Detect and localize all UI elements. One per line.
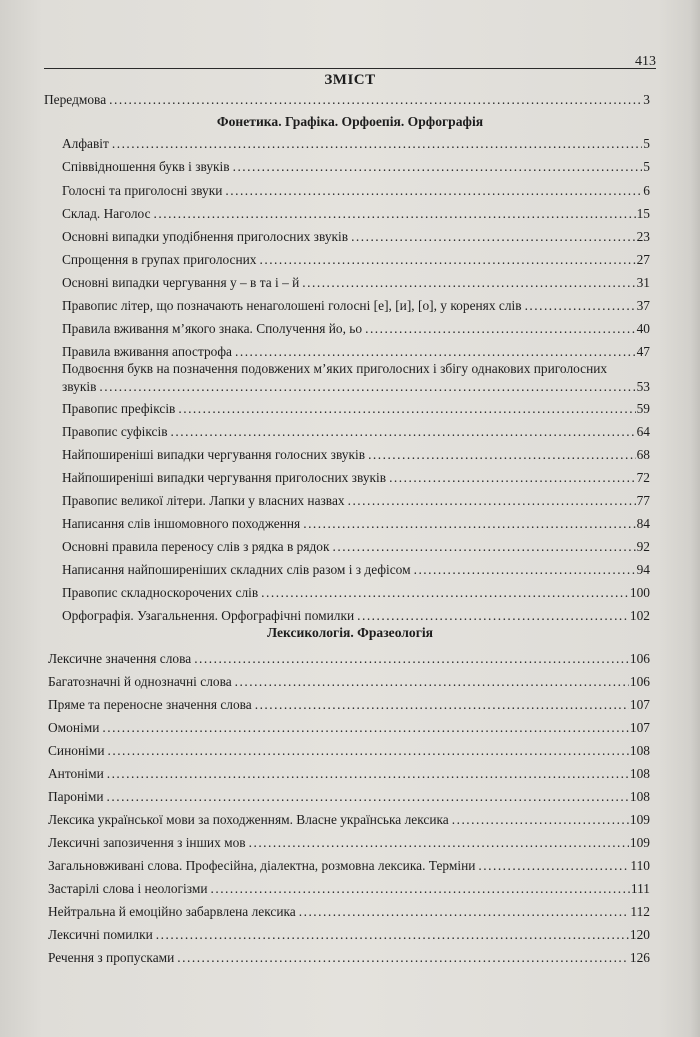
toc-entry-label: Правила вживання м’якого знака. Сполучення йо, ьо [62,321,363,336]
toc-entry-page: 37 [636,298,650,313]
leader-dots [525,298,636,314]
toc-entry-label: Лексика української мови за походженням. Власне українська лексика [48,812,449,827]
leader-dots [154,206,636,222]
toc-entry [48,789,650,805]
toc-entry [62,379,650,395]
toc-entry-label: Правопис префіксів [62,401,176,416]
toc-entry [48,927,650,943]
toc-entry-page: 27 [636,252,650,267]
page-title: ЗМІСТ [324,72,376,88]
toc-entry [62,424,650,440]
leader-dots [112,136,642,152]
toc-entry-label: Пароніми [48,789,104,804]
toc-entry-page: 77 [636,493,650,508]
toc-entry [48,950,650,966]
toc-entry-label: Лексичні запозичення з інших мов [48,835,246,850]
toc-entry-page: 120 [629,927,650,942]
toc-entry-label: Правопис великої літери. Лапки у власних назвах [62,493,345,508]
section-heading-lexicology: Лексикологія. Фразеологія [266,625,434,640]
toc-entry [62,562,650,578]
leader-dots [235,344,636,360]
toc-entry [62,321,650,337]
toc-entry [48,720,650,736]
toc-entry-page: 108 [629,743,650,758]
toc-entry [62,539,650,555]
page-edge-shadow [690,0,700,1037]
leader-dots [235,674,629,690]
toc-entry-label: Склад. Наголос [62,206,151,221]
leader-dots [178,401,635,417]
toc-entry-page: 107 [629,697,650,712]
toc-entry [62,470,650,486]
toc-entry [48,697,650,713]
leader-dots [303,516,635,532]
toc-entry-page: 47 [636,344,650,359]
leader-dots [108,743,629,759]
leader-dots [452,812,629,828]
toc-entry-label: Речення з пропусками [48,950,175,965]
leader-dots [225,183,642,199]
toc-entry-page: 100 [629,585,650,600]
toc-entry-label: Омоніми [48,720,100,735]
toc-entry [62,206,650,222]
toc-entry-preface [44,92,650,108]
toc-entry-label: Основні випадки уподібнення приголосних звуків [62,229,349,244]
toc-entry-label: Правопис літер, що позначають ненаголошені голосні [е], [и], [о], у коренях слів [62,298,522,313]
toc-entry [48,743,650,759]
toc-entry-label: Нейтральна й емоційно забарвлена лексика [48,904,296,919]
toc-entry-label: Співвідношення букв і звуків [62,159,230,174]
toc-entry [48,904,650,920]
toc-entry [62,275,650,291]
toc-entry-label: Синоніми [48,743,105,758]
toc-entry [48,858,650,874]
toc-entry-label: Лексичне значення слова [48,651,192,666]
leader-dots [414,562,636,578]
leader-dots [109,92,642,108]
toc-entry-label: звуків [62,379,97,394]
toc-entry [48,835,650,851]
toc-entry [48,674,650,690]
leader-dots [99,379,635,395]
leader-dots [302,275,635,291]
toc-entry-page: 108 [629,789,650,804]
toc-entry-page: 109 [629,835,650,850]
leader-dots [233,159,643,175]
toc-entry-label: Написання найпоширеніших складних слів разом і з дефісом [62,562,411,577]
leader-dots [357,608,629,624]
toc-entry-label: Правила вживання апострофа [62,344,232,359]
toc-entry-page: 92 [636,539,650,554]
toc-entry-page: 40 [636,321,650,336]
toc-entry-page: 6 [643,183,650,198]
leader-dots [194,651,629,667]
leader-dots [299,904,630,920]
toc-entry-label: Найпоширеніші випадки чергування приголосних звуків [62,470,387,485]
toc-entry-page: 109 [629,812,650,827]
toc-entry [62,344,650,360]
leader-dots [107,789,629,805]
toc-entry [62,447,650,463]
toc-entry-label: Антоніми [48,766,104,781]
leader-dots [348,493,636,509]
toc-entry-label: Основні випадки чергування у – в та і – й [62,275,300,290]
toc-entry [62,183,650,199]
toc-entry [62,401,650,417]
toc-entry-label: Лексичні помилки [48,927,153,942]
leader-dots [365,321,636,337]
leader-dots [249,835,629,851]
toc-entry-page: 84 [636,516,650,531]
toc-entry-label: Голосні та приголосні звуки [62,183,223,198]
leader-dots [211,881,630,897]
toc-entry [62,252,650,268]
toc-entry-page: 15 [636,206,650,221]
toc-entry-label: Застарілі слова і неологізми [48,881,208,896]
leader-dots [177,950,629,966]
toc-entry-page: 106 [629,674,650,689]
toc-entry-page: 31 [636,275,650,290]
leader-dots [260,252,636,268]
toc-entry-label: Найпоширеніші випадки чергування голосних звуків [62,447,366,462]
toc-entry [48,766,650,782]
toc-entry-page: 102 [629,608,650,623]
toc-entry-label: Загальновживані слова. Професійна, діалектна, розмовна лексика. Терміни [48,858,476,873]
toc-entry-label: Орфографія. Узагальнення. Орфографічні помилки [62,608,355,623]
section-heading-phonetics: Фонетика. Графіка. Орфоепія. Орфографія [216,114,484,129]
toc-entry-page: 110 [630,858,650,873]
toc-entry-label: Правопис складноскорочених слів [62,585,259,600]
toc-entry-page: 106 [629,651,650,666]
toc-entry [62,585,650,601]
toc-entry-page: 94 [636,562,650,577]
toc-entry-page: 3 [643,92,650,107]
leader-dots [171,424,636,440]
toc-entry-label: Алфавіт [62,136,109,151]
leader-dots [255,697,629,713]
leader-dots [261,585,629,601]
toc-entry-page: 53 [636,379,650,394]
toc-entry [62,298,650,314]
toc-entry-label: Написання слів іншомовного походження [62,516,301,531]
toc-entry-page: 111 [630,881,650,896]
toc-entry [62,136,650,152]
toc-entry-label: Багатозначні й однозначні слова [48,674,232,689]
toc-entry-page: 5 [643,136,650,151]
leader-dots [368,447,636,463]
toc-entry-page: 59 [636,401,650,416]
toc-entry [62,493,650,509]
toc-entry-line1: Подвоєння букв на позначення подовжених м’яких приголосних і збігу однакових приголосних [62,361,608,376]
toc-entry [62,516,650,532]
toc-entry-page: 126 [629,950,650,965]
leader-dots [389,470,636,486]
leader-dots [351,229,636,245]
toc-entry [48,881,650,897]
toc-entry [62,229,650,245]
toc-entry-page: 72 [636,470,650,485]
toc-entry [48,812,650,828]
toc-entry-label: Спрощення в групах приголосних [62,252,257,267]
toc-entry-label: Передмова [44,92,107,107]
toc-entry [62,159,650,175]
toc-entry-page: 68 [636,447,650,462]
leader-dots [107,766,629,782]
toc-entry-page: 5 [643,159,650,174]
toc-entry-page: 108 [629,766,650,781]
toc-entry-page: 112 [630,904,650,919]
toc-entry [48,651,650,667]
leader-dots [102,720,629,736]
toc-entry-label: Правопис суфіксів [62,424,168,439]
toc-entry [62,608,650,624]
toc-entry-page: 64 [636,424,650,439]
toc-entry-page: 23 [636,229,650,244]
leader-dots [156,927,629,943]
toc-entry-label: Пряме та переносне значення слова [48,697,252,712]
leader-dots [333,539,636,555]
toc-entry-label: Основні правила переносу слів з рядка в рядок [62,539,330,554]
toc-entry-page: 107 [629,720,650,735]
page-number: 413 [635,54,656,69]
leader-dots [478,858,629,874]
